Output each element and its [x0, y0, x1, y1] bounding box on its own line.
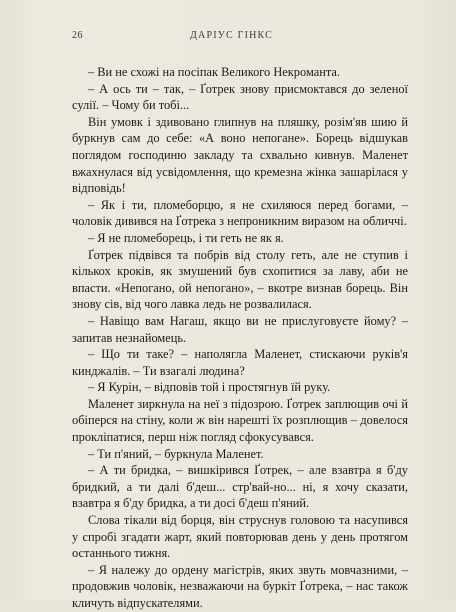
paragraph: Маленет зиркнула на неї з підозрою. Ґотрек заплющив очі й обіперся на стіну, коли ж він нарешті їх розплющив – довелося проклiпатися, перш ніж погляд сфокусувався.: [72, 396, 408, 445]
paragraph: – Як і ти, пломеборцю, я не схиляюся перед богами, – чоловік дивився на Ґотрека з непроникним виразом на обличчі.: [72, 197, 408, 229]
paragraph: – А ти бридка, – вишкірився Ґотрек, – але взавтра я б'ду бридкий, а ти далі б'деш... стр'вай-но... ні, я хочу сказати, взавтра я б'ду бридка, а ти досі б'деш п'яний.: [72, 463, 408, 511]
paragraph: Ґотрек підвівся та побрів від столу геть, але не ступив і кількох кроків, як змушений був схопитися за лаву, аби не впасти. «Непогано, ой непогано», – вкотре визнав борець. Він знову сів, від чого лавка ледь не розвалилася.: [72, 247, 408, 312]
paragraph: – Я Курін, – відповів той і простягнув їй руку.: [88, 380, 331, 395]
paragraph: – Я належу до ордену магістрів, яких звуть мовчазними, – продовжив чоловік, незважаючи на буркіт Ґотрека, – нас також кличуть відпускателями.: [72, 562, 408, 610]
paragraph: – Я не пломеборець, і ти геть не як я.: [88, 230, 284, 245]
paragraph: – Ти п'яний, – буркнула Маленет.: [88, 446, 264, 461]
paragraph: – Ви не схожі на посіпак Великого Некроманта.: [88, 65, 341, 79]
paragraph: – Навіщо вам Нагаш, якщо ви не прислуговуєте йому? – запитав незнайомець.: [72, 313, 408, 345]
paragraph: Він умовк і здивовано глипнув на пляшку, розім'яв шию й буркнув сам до себе: «А воно непогане». Борець відшукав поглядом господиню закладу та схвально кивнув. Маленет вжахнулася від усвідомлення, що кремезна жінка зашарілася у відповідь!: [72, 114, 408, 196]
running-head: ДАРІУС ГІНКС: [190, 30, 274, 41]
page-number: 26: [72, 30, 83, 41]
body-text: [72, 64, 408, 612]
page-header: [72, 30, 416, 44]
paragraph: – А ось ти – так, – Ґотрек знову присмоктався до зеленої сулії. – Чому би тобі...: [72, 81, 408, 113]
paragraph: Слова тікали від борця, він струснув головою та насупився у спробі згадати жарт, який повторював день у день протягом останнього тижня.: [72, 513, 408, 561]
paragraph: – Що ти таке? – наполягла Маленет, стискаючи руків'я кинджалів. – Ти взагалі людина?: [72, 347, 408, 378]
